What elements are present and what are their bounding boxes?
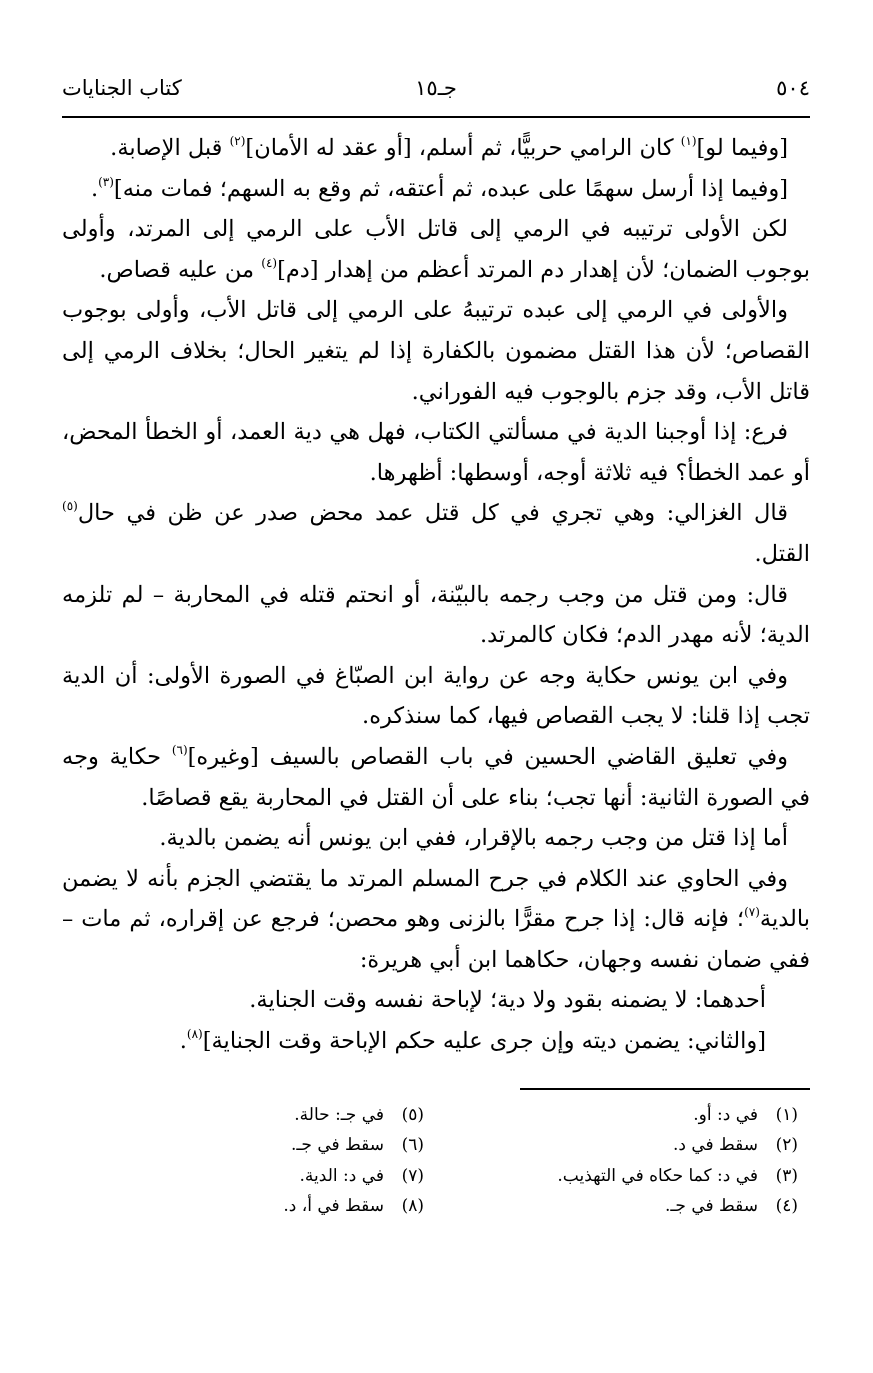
- footnote-number: (٣): [775, 1165, 798, 1186]
- volume-label: جـ١٥: [415, 76, 457, 100]
- paragraph: [62, 169, 810, 210]
- paragraph: [62, 575, 810, 656]
- paragraph-text: قال: ومن قتل من وجب رجمه بالبيّنة، أو انحتم قتله في المحاربة – لم تلزمه الدية؛ لأنه مهدر الدم؛ فكان كالمرتد.: [62, 581, 810, 649]
- paragraph-text: قبل الإصابة.: [110, 135, 230, 161]
- footnote-marker: (٧): [744, 905, 760, 920]
- paragraph: [62, 128, 810, 169]
- footnote-item: [62, 1161, 424, 1192]
- paragraph: [62, 209, 810, 290]
- footnote-marker: (٢): [229, 134, 246, 148]
- paragraph-text: فرع: إذا أوجبنا الدية في مسألتي الكتاب، فهل هي دية العمد، أو الخطأ المحض، أو عمد الخطأ؟ فيه ثلاثة أوجه، أوسطها: أظهرها.: [62, 419, 810, 486]
- page-number: ٥٠٤: [776, 76, 810, 100]
- paragraph-text: أما إذا قتل من وجب رجمه بالإقرار، ففي ابن يونس أنه يضمن بالدية.: [159, 825, 788, 852]
- paragraph-text: كان الرامي حربيًّا، ثم أسلم، [أو عقد له الأمان]: [245, 135, 681, 161]
- footnote-rule: [520, 1088, 810, 1090]
- footnote-item: [62, 1100, 424, 1131]
- paragraph-text: القتل.: [754, 540, 810, 567]
- footnote-item: [62, 1130, 424, 1161]
- paragraph-text: [والثاني: يضمن ديته وإن جرى عليه حكم الإباحة وقت الجناية]: [202, 1028, 766, 1055]
- header-rule: [62, 116, 810, 118]
- footnote-item: [436, 1130, 798, 1161]
- paragraph: [62, 859, 810, 981]
- paragraph-text: ؛ فإنه قال: إذا جرح مقرًّا بالزنى وهو محصن؛ فرجع عن إقراره، ثم مات – ففي ضمان نفسه وجهان، حكاهما ابن أبي هريرة:: [62, 906, 810, 973]
- footnote-number: (٢): [775, 1135, 798, 1156]
- page-header: [62, 72, 810, 116]
- footnote-marker: (٥): [62, 499, 78, 514]
- footnotes: [62, 1100, 810, 1222]
- footnote-text: سقط في أ، د.: [283, 1196, 384, 1217]
- footnote-number: (٤): [775, 1196, 798, 1217]
- paragraph-text: .: [179, 1028, 187, 1055]
- footnote-item: [436, 1100, 798, 1131]
- paragraph: [62, 980, 810, 1021]
- paragraph: [62, 493, 810, 574]
- paragraph-text: قال الغزالي: وهي تجري في كل قتل عمد محض صدر عن ظن في حال: [77, 500, 788, 527]
- paragraph-text: وفي تعليق القاضي الحسين في باب القصاص بالسيف [وغيره]: [187, 743, 789, 770]
- footnote-marker: (١): [680, 134, 697, 148]
- footnote-item: [62, 1191, 424, 1222]
- footnote-text: سقط في د.: [672, 1135, 758, 1156]
- footnotes-left-column: [62, 1100, 436, 1222]
- paragraph: [62, 1021, 810, 1062]
- footnote-number: (٦): [401, 1135, 424, 1156]
- paragraph: [62, 412, 810, 493]
- book-title: كتاب الجنايات: [62, 76, 182, 100]
- paragraph-text: من عليه قصاص.: [99, 256, 262, 283]
- footnote-item: [436, 1191, 798, 1222]
- footnote-text: في د: أو.: [693, 1104, 758, 1125]
- footnote-number: (١): [775, 1104, 798, 1125]
- paragraph: [62, 290, 810, 412]
- paragraph-text: [وفيما إذا أرسل سهمًا على عبده، ثم أعتقه، ثم وقع به السهم؛ فمات منه]: [113, 175, 788, 202]
- footnote-text: في د: كما حكاه في التهذيب.: [557, 1165, 758, 1186]
- paragraph-text: لكن الأولى ترتيبه في الرمي إلى قاتل الأب على الرمي إلى المرتد، وأولى بوجوب الضمان؛ لأن إهدار دم المرتد أعظم من إهدار [دم]: [62, 216, 810, 283]
- footnote-marker: (٨): [186, 1027, 203, 1042]
- paragraph: [62, 737, 810, 818]
- footnote-number: (٥): [401, 1104, 424, 1125]
- footnote-text: في د: الدية.: [299, 1165, 384, 1186]
- footnote-text: سقط في جـ.: [665, 1196, 758, 1217]
- paragraph-text: والأولى في الرمي إلى عبده ترتيبهُ على الرمي إلى قاتل الأب، وأولى بوجوب القصاص؛ لأن هذا القتل مضمون بالكفارة إذا لم يتغير الحال؛ بخلاف الرمي إلى قاتل الأب، وقد جزم بالوجوب فيه الفوراني.: [62, 297, 810, 405]
- footnote-number: (٧): [401, 1165, 424, 1186]
- paragraph: [62, 818, 810, 859]
- paragraph-text: [وفيما لو]: [696, 135, 788, 161]
- paragraph-text: .: [90, 175, 99, 202]
- footnote-number: (٨): [401, 1196, 424, 1217]
- footnote-marker: (٤): [261, 255, 278, 270]
- footnote-text: في جـ: حالة.: [294, 1104, 384, 1125]
- paragraph-text: حكاية وجه في الصورة الثانية: أنها تجب؛ بناء على أن القتل في المحاربة يقع قصاصًا.: [62, 743, 810, 811]
- footnotes-right-column: [436, 1100, 810, 1222]
- book-page: [62, 72, 810, 1222]
- paragraph-text: وفي الحاوي عند الكلام في جرح المسلم المرتد ما يقتضي الجزم بأنه لا يضمن بالدية: [62, 865, 810, 933]
- main-text: [62, 128, 810, 1062]
- footnote-text: سقط في جـ.: [291, 1135, 384, 1156]
- paragraph-text: وفي ابن يونس حكاية وجه عن رواية ابن الصبّاغ في الصورة الأولى: أن الدية تجب إذا قلنا: لا يجب القصاص فيها، كما سنذكره.: [62, 662, 810, 730]
- paragraph-text: أحدهما: لا يضمنه بقود ولا دية؛ لإباحة نفسه وقت الجناية.: [249, 987, 766, 1014]
- paragraph: [62, 656, 810, 737]
- footnote-item: [436, 1161, 798, 1192]
- footnote-marker: (٣): [98, 174, 114, 189]
- footnote-marker: (٦): [171, 742, 188, 757]
